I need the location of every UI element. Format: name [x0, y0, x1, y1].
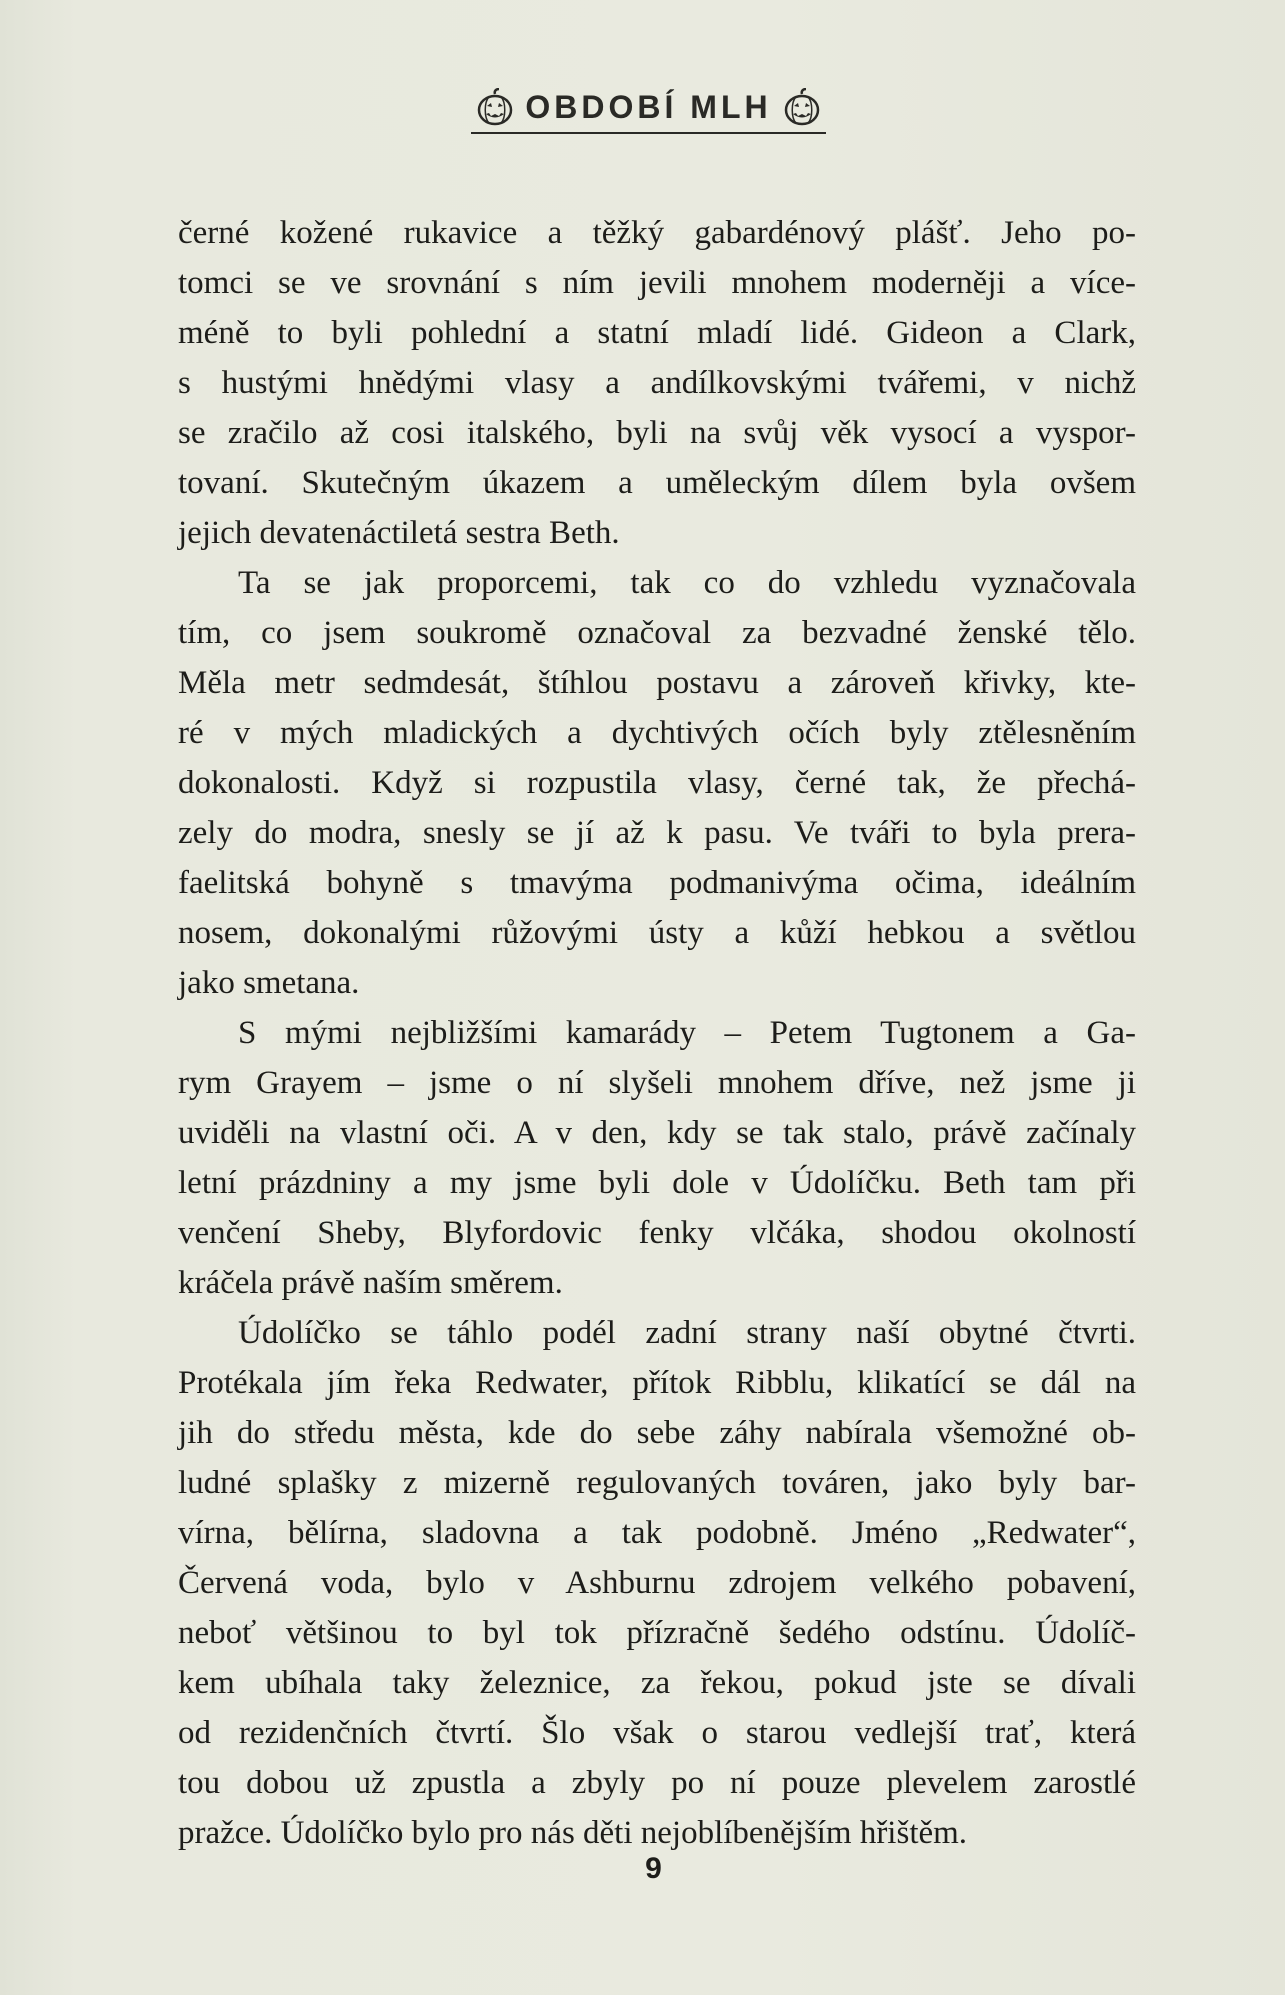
text-line: uviděli na vlastní oči. A v den, kdy se tak stalo, právě začínaly [178, 1115, 1136, 1151]
running-header [0, 88, 1285, 134]
text-line: jejich devatenáctiletá sestra Beth. [178, 515, 620, 551]
text-line: vírna, bělírna, sladovna a tak podobně. Jméno „Redwater“, [178, 1515, 1136, 1551]
text-line: kem ubíhala taky železnice, za řekou, pokud jste se dívali [178, 1665, 1136, 1701]
text-line: kráčela právě naším směrem. [178, 1265, 563, 1301]
text-line: ré v mých mladických a dychtivých očích byly ztělesněním [178, 715, 1136, 751]
text-line: tou dobou už zpustla a zbyly po ní pouze plevelem zarostlé [178, 1765, 1136, 1801]
text-line: nosem, dokonalými růžovými ústy a kůží hebkou a světlou [178, 915, 1136, 951]
pumpkin-icon [477, 88, 513, 126]
text-line: faelitská bohyně s tmavýma podmanivýma očima, ideálním [178, 865, 1136, 901]
text-line: ludné splašky z mizerně regulovaných továren, jako byly bar- [178, 1465, 1136, 1501]
header-rule [471, 88, 825, 134]
text-line: rym Grayem – jsme o ní slyšeli mnohem dříve, než jsme ji [178, 1065, 1136, 1101]
text-line: venčení Sheby, Blyfordovic fenky vlčáka, shodou okolností [178, 1215, 1136, 1251]
text-line: tomci se ve srovnání s ním jevili mnohem moderněji a více- [178, 265, 1136, 301]
text-line: jako smetana. [178, 965, 360, 1001]
text-line: letní prázdniny a my jsme byli dole v Údolíčku. Beth tam při [178, 1165, 1136, 1201]
text-line: Červená voda, bylo v Ashburnu zdrojem velkého pobavení, [178, 1565, 1136, 1601]
text-line: S mými nejbližšími kamarády – Petem Tugtonem a Ga- [238, 1015, 1136, 1051]
text-line: se zračilo až cosi italského, byli na svůj věk vysocí a vyspor- [178, 415, 1136, 451]
text-line: Měla metr sedmdesát, štíhlou postavu a zároveň křivky, kte- [178, 665, 1136, 701]
text-line: Ta se jak proporcemi, tak co do vzhledu vyznačovala [238, 565, 1136, 601]
text-line: neboť většinou to byl tok přízračně šedého odstínu. Údolíč- [178, 1615, 1136, 1651]
header-title: OBDOBÍ MLH [525, 88, 772, 125]
text-line: jih do středu města, kde do sebe záhy nabírala všemožné ob- [178, 1415, 1136, 1451]
text-line: zely do modra, snesly se jí až k pasu. Ve tváři to byla prera- [178, 815, 1136, 851]
page-number: 9 [645, 1852, 662, 1885]
text-line: Protékala jím řeka Redwater, přítok Ribblu, klikatící se dál na [178, 1365, 1136, 1401]
text-line: tím, co jsem soukromě označoval za bezvadné ženské tělo. [178, 615, 1136, 651]
text-line: od rezidenčních čtvrtí. Šlo však o starou vedlejší trať, která [178, 1715, 1136, 1751]
text-line: pražce. Údolíčko bylo pro nás děti nejoblíbenějším hřištěm. [178, 1815, 968, 1851]
pumpkin-icon [784, 88, 820, 126]
text-line: tovaní. Skutečným úkazem a uměleckým dílem byla ovšem [178, 465, 1136, 501]
text-line: s hustými hnědými vlasy a andílkovskými tvářemi, v nichž [178, 365, 1136, 401]
text-line: černé kožené rukavice a těžký gabardénový plášť. Jeho po- [178, 215, 1136, 251]
text-line: dokonalosti. Když si rozpustila vlasy, černé tak, že přechá- [178, 765, 1136, 801]
text-line: Údolíčko se táhlo podél zadní strany naší obytné čtvrti. [238, 1315, 1136, 1351]
body-text [178, 208, 1136, 1858]
text-line: méně to byli pohlední a statní mladí lidé. Gideon a Clark, [178, 315, 1136, 351]
